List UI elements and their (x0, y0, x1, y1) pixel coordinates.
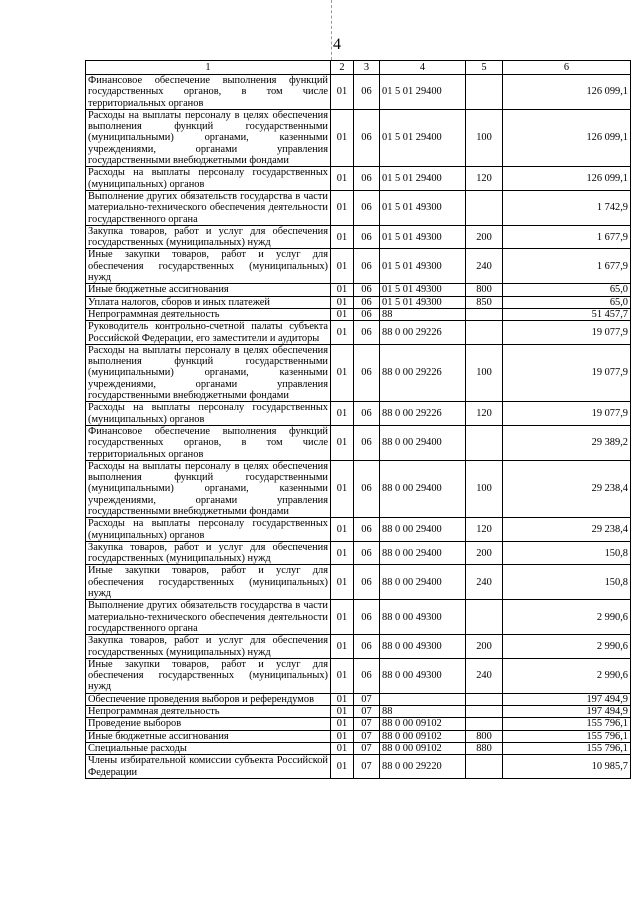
target-article-cell: 88 0 00 09102 (380, 730, 466, 742)
target-article-cell (380, 693, 466, 705)
target-article-cell: 88 0 00 49300 (380, 658, 466, 693)
table-row (86, 742, 631, 754)
section-code-cell: 01 (331, 308, 354, 320)
amount-cell: 155 796,1 (503, 730, 631, 742)
section-code-cell: 01 (331, 75, 354, 110)
column-header: 3 (354, 61, 380, 75)
target-article-cell: 88 0 00 29400 (380, 425, 466, 460)
expense-name-cell: Проведение выборов (86, 718, 331, 730)
table-row (86, 167, 631, 191)
expense-type-cell: 200 (466, 635, 503, 659)
column-header: 4 (380, 61, 466, 75)
target-article-cell: 88 0 00 09102 (380, 742, 466, 754)
expense-name-cell: Иные закупки товаров, работ и услуг для обеспечения государственных (муниципальных) нужд (86, 658, 331, 693)
amount-cell: 65,0 (503, 284, 631, 296)
expense-type-cell (466, 693, 503, 705)
section-code-cell: 01 (331, 541, 354, 565)
expense-name-cell: Финансовое обеспечение выполнения функций государственных органов, в том числе территориальных органов (86, 425, 331, 460)
amount-cell: 29 238,4 (503, 460, 631, 517)
table-row (86, 284, 631, 296)
section-code-cell: 01 (331, 706, 354, 718)
expense-type-cell: 850 (466, 296, 503, 308)
expense-type-cell: 800 (466, 730, 503, 742)
subsection-code-cell: 07 (354, 718, 380, 730)
table-row (86, 75, 631, 110)
expense-type-cell: 120 (466, 402, 503, 426)
subsection-code-cell: 06 (354, 249, 380, 284)
subsection-code-cell: 06 (354, 635, 380, 659)
expense-type-cell: 100 (466, 460, 503, 517)
amount-cell: 155 796,1 (503, 718, 631, 730)
amount-cell: 2 990,6 (503, 600, 631, 635)
expense-name-cell: Расходы на выплаты персоналу в целях обеспечения выполнения функций государственными (муниципальными) органами, казенными учреждениями, органами управления государственными внебюджетными фондами (86, 344, 331, 401)
target-article-cell: 01 5 01 49300 (380, 296, 466, 308)
amount-cell: 155 796,1 (503, 742, 631, 754)
target-article-cell: 88 0 00 49300 (380, 635, 466, 659)
amount-cell: 65,0 (503, 296, 631, 308)
expense-type-cell (466, 190, 503, 225)
subsection-code-cell: 06 (354, 296, 380, 308)
expense-name-cell: Обеспечение проведения выборов и референдумов (86, 693, 331, 705)
expense-name-cell: Руководитель контрольно-счетной палаты субъекта Российской Федерации, его заместители и аудиторы (86, 321, 331, 345)
amount-cell: 126 099,1 (503, 75, 631, 110)
column-header: 2 (331, 61, 354, 75)
target-article-cell: 88 (380, 308, 466, 320)
section-code-cell: 01 (331, 190, 354, 225)
target-article-cell: 88 0 00 29400 (380, 518, 466, 542)
target-article-cell: 88 0 00 29226 (380, 402, 466, 426)
expense-type-cell: 240 (466, 565, 503, 600)
target-article-cell: 88 0 00 29226 (380, 344, 466, 401)
expense-name-cell: Иные закупки товаров, работ и услуг для обеспечения государственных (муниципальных) нужд (86, 565, 331, 600)
amount-cell: 150,8 (503, 565, 631, 600)
subsection-code-cell: 06 (354, 600, 380, 635)
section-code-cell: 01 (331, 344, 354, 401)
amount-cell: 19 077,9 (503, 402, 631, 426)
page-number: 4 (333, 36, 341, 53)
budget-table (85, 60, 631, 779)
section-code-cell: 01 (331, 730, 354, 742)
section-code-cell: 01 (331, 225, 354, 249)
amount-cell: 2 990,6 (503, 635, 631, 659)
table-row (86, 600, 631, 635)
expense-type-cell: 800 (466, 284, 503, 296)
column-header: 1 (86, 61, 331, 75)
subsection-code-cell: 06 (354, 321, 380, 345)
expense-name-cell: Расходы на выплаты персоналу в целях обеспечения выполнения функций государственными (муниципальными) органами, казенными учреждениями, органами управления государственными внебюджетными фондами (86, 109, 331, 166)
expense-name-cell: Иные закупки товаров, работ и услуг для обеспечения государственных (муниципальных) нужд (86, 249, 331, 284)
expense-name-cell: Иные бюджетные ассигнования (86, 284, 331, 296)
subsection-code-cell: 06 (354, 425, 380, 460)
section-code-cell: 01 (331, 658, 354, 693)
subsection-code-cell: 06 (354, 167, 380, 191)
subsection-code-cell: 06 (354, 541, 380, 565)
target-article-cell: 01 5 01 29400 (380, 167, 466, 191)
expense-name-cell: Закупка товаров, работ и услуг для обеспечения государственных (муниципальных) нужд (86, 541, 331, 565)
target-article-cell: 88 (380, 706, 466, 718)
table-row (86, 518, 631, 542)
table-row (86, 460, 631, 517)
section-code-cell: 01 (331, 284, 354, 296)
subsection-code-cell: 07 (354, 706, 380, 718)
subsection-code-cell: 06 (354, 518, 380, 542)
table-row (86, 693, 631, 705)
subsection-code-cell: 06 (354, 460, 380, 517)
amount-cell: 10 985,7 (503, 755, 631, 779)
expense-name-cell: Расходы на выплаты персоналу в целях обеспечения выполнения функций государственными (муниципальными) органами, казенными учреждениями, органами управления государственными внебюджетными фондами (86, 460, 331, 517)
target-article-cell: 88 0 00 29220 (380, 755, 466, 779)
expense-type-cell: 240 (466, 249, 503, 284)
section-code-cell: 01 (331, 742, 354, 754)
subsection-code-cell: 06 (354, 308, 380, 320)
expense-name-cell: Непрограммная деятельность (86, 308, 331, 320)
table-row (86, 321, 631, 345)
expense-name-cell: Закупка товаров, работ и услуг для обеспечения государственных (муниципальных) нужд (86, 225, 331, 249)
amount-cell: 126 099,1 (503, 109, 631, 166)
table-row (86, 658, 631, 693)
table-row (86, 308, 631, 320)
amount-cell: 150,8 (503, 541, 631, 565)
expense-name-cell: Расходы на выплаты персоналу государственных (муниципальных) органов (86, 518, 331, 542)
target-article-cell: 01 5 01 49300 (380, 249, 466, 284)
expense-type-cell (466, 718, 503, 730)
section-code-cell: 01 (331, 693, 354, 705)
column-header: 6 (503, 61, 631, 75)
target-article-cell: 01 5 01 29400 (380, 109, 466, 166)
section-code-cell: 01 (331, 296, 354, 308)
section-code-cell: 01 (331, 635, 354, 659)
section-code-cell: 01 (331, 600, 354, 635)
section-code-cell: 01 (331, 167, 354, 191)
amount-cell: 51 457,7 (503, 308, 631, 320)
subsection-code-cell: 06 (354, 109, 380, 166)
subsection-code-cell: 06 (354, 190, 380, 225)
section-code-cell: 01 (331, 460, 354, 517)
subsection-code-cell: 06 (354, 658, 380, 693)
amount-cell: 1 742,9 (503, 190, 631, 225)
target-article-cell: 88 0 00 29400 (380, 565, 466, 600)
amount-cell: 197 494,9 (503, 693, 631, 705)
table-row (86, 190, 631, 225)
table-row (86, 565, 631, 600)
expense-name-cell: Уплата налогов, сборов и иных платежей (86, 296, 331, 308)
table-row (86, 425, 631, 460)
expense-type-cell (466, 706, 503, 718)
expense-name-cell: Члены избирательной комиссии субъекта Российской Федерации (86, 755, 331, 779)
section-code-cell: 01 (331, 518, 354, 542)
section-code-cell: 01 (331, 755, 354, 779)
subsection-code-cell: 07 (354, 755, 380, 779)
expense-type-cell: 200 (466, 225, 503, 249)
expense-name-cell: Расходы на выплаты персоналу государственных (муниципальных) органов (86, 402, 331, 426)
amount-cell: 1 677,9 (503, 225, 631, 249)
target-article-cell: 88 0 00 29400 (380, 541, 466, 565)
section-code-cell: 01 (331, 321, 354, 345)
target-article-cell: 88 0 00 29400 (380, 460, 466, 517)
section-code-cell: 01 (331, 718, 354, 730)
amount-cell: 126 099,1 (503, 167, 631, 191)
column-header: 5 (466, 61, 503, 75)
expense-type-cell (466, 75, 503, 110)
table-row (86, 706, 631, 718)
subsection-code-cell: 07 (354, 730, 380, 742)
amount-cell: 197 494,9 (503, 706, 631, 718)
expense-name-cell: Финансовое обеспечение выполнения функций государственных органов, в том числе территориальных органов (86, 75, 331, 110)
amount-cell: 2 990,6 (503, 658, 631, 693)
expense-name-cell: Выполнение других обязательств государства в части материально-технического обеспечения деятельности государственного органа (86, 190, 331, 225)
section-code-cell: 01 (331, 425, 354, 460)
table-row (86, 296, 631, 308)
subsection-code-cell: 06 (354, 565, 380, 600)
expense-name-cell: Расходы на выплаты персоналу государственных (муниципальных) органов (86, 167, 331, 191)
table-row (86, 730, 631, 742)
expense-type-cell (466, 308, 503, 320)
expense-type-cell (466, 600, 503, 635)
subsection-code-cell: 06 (354, 75, 380, 110)
expense-name-cell: Непрограммная деятельность (86, 706, 331, 718)
amount-cell: 1 677,9 (503, 249, 631, 284)
page-fold-line (331, 0, 332, 60)
table-row (86, 344, 631, 401)
amount-cell: 19 077,9 (503, 344, 631, 401)
target-article-cell: 01 5 01 49300 (380, 284, 466, 296)
subsection-code-cell: 07 (354, 742, 380, 754)
target-article-cell: 88 0 00 09102 (380, 718, 466, 730)
table-row (86, 402, 631, 426)
table-row (86, 635, 631, 659)
expense-type-cell: 100 (466, 344, 503, 401)
expense-type-cell: 880 (466, 742, 503, 754)
target-article-cell: 01 5 01 29400 (380, 75, 466, 110)
target-article-cell: 88 0 00 49300 (380, 600, 466, 635)
table-header-row (86, 61, 631, 75)
subsection-code-cell: 06 (354, 284, 380, 296)
expense-type-cell: 100 (466, 109, 503, 166)
section-code-cell: 01 (331, 249, 354, 284)
expense-name-cell: Специальные расходы (86, 742, 331, 754)
expense-type-cell: 240 (466, 658, 503, 693)
section-code-cell: 01 (331, 109, 354, 166)
subsection-code-cell: 06 (354, 225, 380, 249)
expense-name-cell: Закупка товаров, работ и услуг для обеспечения государственных (муниципальных) нужд (86, 635, 331, 659)
expense-name-cell: Выполнение других обязательств государства в части материально-технического обеспечения деятельности государственного органа (86, 600, 331, 635)
amount-cell: 19 077,9 (503, 321, 631, 345)
target-article-cell: 01 5 01 49300 (380, 190, 466, 225)
subsection-code-cell: 06 (354, 402, 380, 426)
table-row (86, 225, 631, 249)
table-row (86, 718, 631, 730)
subsection-code-cell: 06 (354, 344, 380, 401)
expense-type-cell (466, 425, 503, 460)
target-article-cell: 01 5 01 49300 (380, 225, 466, 249)
section-code-cell: 01 (331, 402, 354, 426)
expense-type-cell: 120 (466, 167, 503, 191)
expense-type-cell (466, 755, 503, 779)
amount-cell: 29 389,2 (503, 425, 631, 460)
subsection-code-cell: 07 (354, 693, 380, 705)
table-row (86, 249, 631, 284)
table-row (86, 109, 631, 166)
amount-cell: 29 238,4 (503, 518, 631, 542)
target-article-cell: 88 0 00 29226 (380, 321, 466, 345)
expense-type-cell: 120 (466, 518, 503, 542)
section-code-cell: 01 (331, 565, 354, 600)
table-row (86, 541, 631, 565)
expense-type-cell (466, 321, 503, 345)
expense-type-cell: 200 (466, 541, 503, 565)
table-row (86, 755, 631, 779)
expense-name-cell: Иные бюджетные ассигнования (86, 730, 331, 742)
